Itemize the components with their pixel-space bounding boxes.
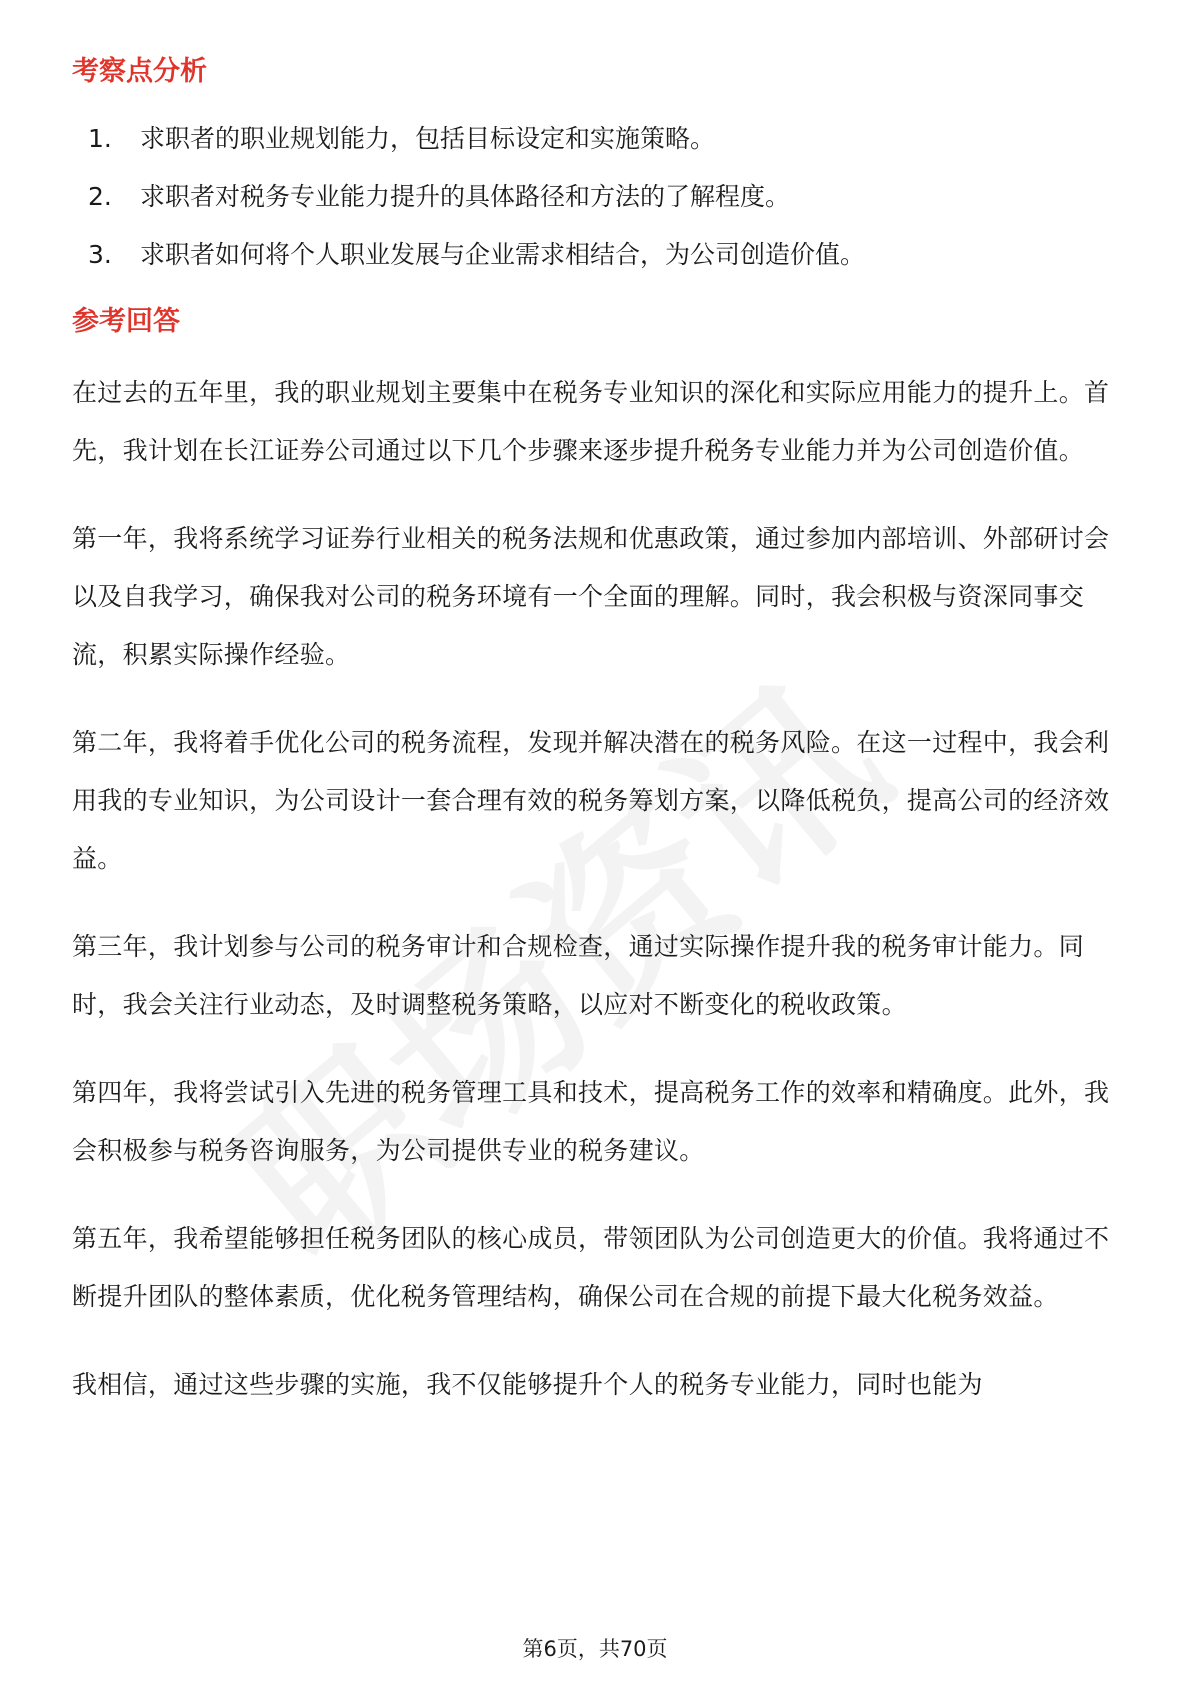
analysis-list — [72, 110, 1118, 284]
section-title-answer: 参考回答 — [72, 306, 180, 337]
list-item-number: 2. — [88, 182, 112, 211]
answer-body — [72, 364, 1118, 1414]
list-item-text: 求职者对税务专业能力提升的具体路径和方法的了解程度。 — [140, 182, 791, 211]
paragraph: 第二年，我将着手优化公司的税务流程，发现并解决潜在的税务风险。在这一过程中，我会利用我的专业知识，为公司设计一套合理有效的税务筹划方案，以降低税负，提高公司的经济效益。 — [72, 728, 1110, 873]
section-title-analysis: 考察点分析 — [72, 56, 207, 87]
paragraph: 我相信，通过这些步骤的实施，我不仅能够提升个人的税务专业能力，同时也能为 — [72, 1370, 983, 1399]
paragraph: 第五年，我希望能够担任税务团队的核心成员，带领团队为公司创造更大的价值。我将通过不断提升团队的整体素质，优化税务管理结构，确保公司在合规的前提下最大化税务效益。 — [72, 1224, 1110, 1311]
list-item — [72, 168, 1118, 226]
document-page — [72, 48, 1118, 1444]
list-item-number: 1. — [88, 124, 112, 153]
list-item-text: 求职者的职业规划能力，包括目标设定和实施策略。 — [140, 124, 716, 153]
list-item — [72, 110, 1118, 168]
paragraph: 第一年，我将系统学习证券行业相关的税务法规和优惠政策，通过参加内部培训、外部研讨会以及自我学习，确保我对公司的税务环境有一个全面的理解。同时，我会积极与资深同事交流，积累实际操作经验。 — [72, 524, 1110, 669]
list-item-number: 3. — [88, 240, 112, 269]
paragraph: 在过去的五年里，我的职业规划主要集中在税务专业知识的深化和实际应用能力的提升上。首先，我计划在长江证券公司通过以下几个步骤来逐步提升税务专业能力并为公司创造价值。 — [72, 378, 1110, 465]
page-number: 第6页，共70页 — [522, 1637, 668, 1661]
paragraph: 第三年，我计划参与公司的税务审计和合规检查，通过实际操作提升我的税务审计能力。同时，我会关注行业动态，及时调整税务策略，以应对不断变化的税收政策。 — [72, 932, 1085, 1019]
paragraph: 第四年，我将尝试引入先进的税务管理工具和技术，提高税务工作的效率和精确度。此外，我会积极参与税务咨询服务，为公司提供专业的税务建议。 — [72, 1078, 1110, 1165]
list-item — [72, 226, 1118, 284]
list-item-text: 求职者如何将个人职业发展与企业需求相结合，为公司创造价值。 — [140, 240, 866, 269]
